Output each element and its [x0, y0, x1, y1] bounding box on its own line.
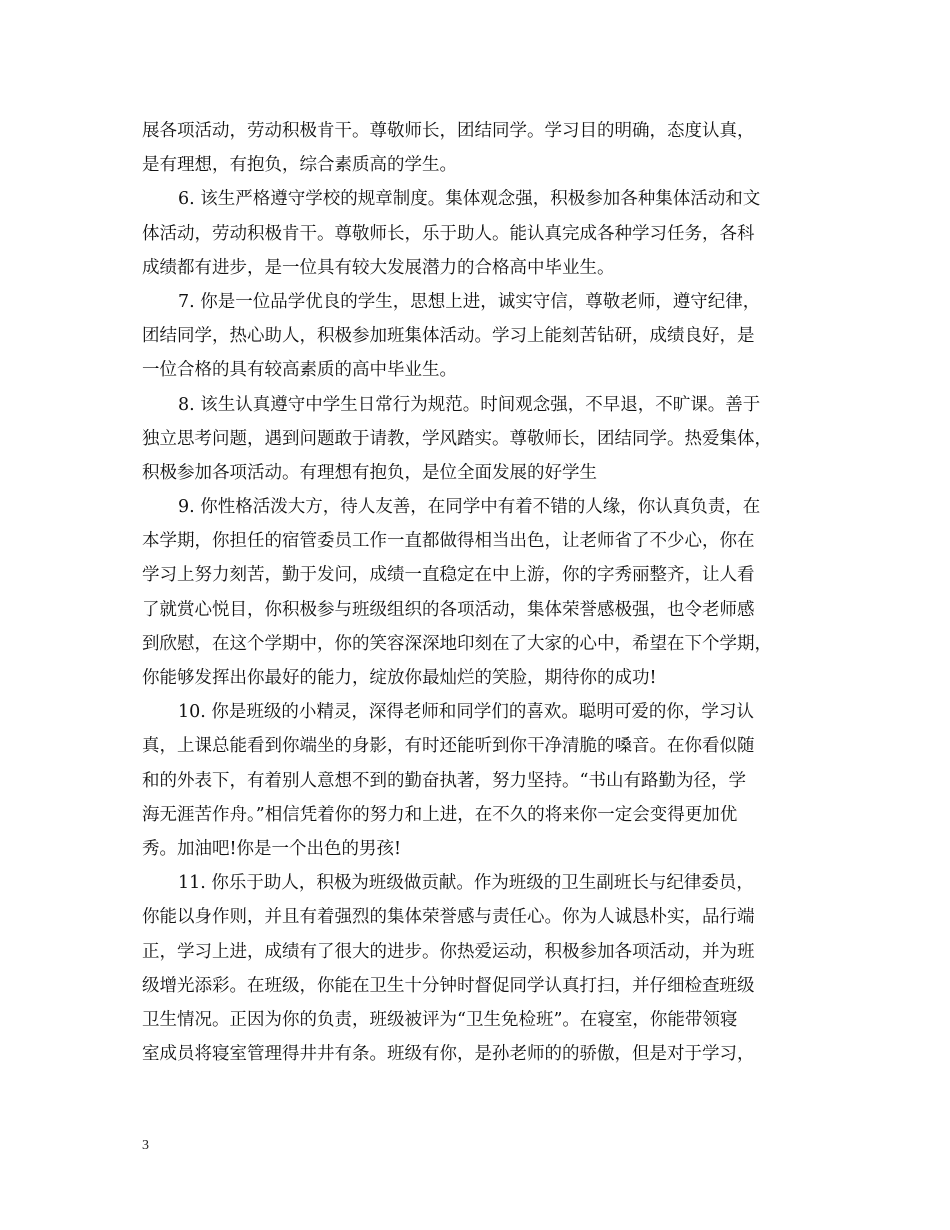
paragraph-line: 正，学习上进，成绩有了很大的进步。你热爱运动，积极参加各项活动，并为班	[142, 941, 755, 962]
paragraph-line: 了就赏心悦目，你积极参与班级组织的各项活动，集体荣誉感极强，也令老师感	[142, 599, 755, 620]
paragraph-line: 成绩都有进步，是一位具有较大发展潜力的合格高中毕业生。	[142, 257, 615, 278]
paragraph-line: 积极参加各项活动。有理想有抱负，是位全面发展的好学生	[142, 462, 597, 483]
paragraph-first-line: 7. 你是一位品学优良的学生，思想上进，诚实守信，尊敬老师，遵守纪律，	[178, 291, 761, 312]
paragraph-line: 海无涯苦作舟。”相信凭着你的努力和上进，在不久的将来你一定会变得更加优	[142, 804, 738, 825]
paragraph-first-line: 11. 你乐于助人，积极为班级做贡献。作为班级的卫生副班长与纪律委员，	[178, 873, 754, 894]
paragraph-line: 你能够发挥出你最好的能力，绽放你最灿烂的笑脸，期待你的成功!	[142, 668, 657, 688]
paragraph-line: 独立思考问题，遇到问题敢于请教，学风踏实。尊敬师长，团结同学。热爱集体，	[142, 428, 772, 449]
paragraph-first-line: 9. 你性格活泼大方，待人友善，在同学中有着不错的人缘，你认真负责，在	[178, 497, 761, 518]
paragraph-line: 到欣慰，在这个学期中，你的笑容深深地印刻在了大家的心中，希望在下个学期，	[142, 633, 772, 654]
paragraph-first-line: 10. 你是班级的小精灵，深得老师和同学们的喜欢。聪明可爱的你，学习认	[178, 702, 754, 723]
paragraph-line: 和的外表下，有着别人意想不到的勤奋执著，努力坚持。“书山有路勤为径，学	[142, 770, 746, 791]
paragraph-line: 学习上努力刻苦，勤于发问，成绩一直稳定在中上游，你的字秀丽整齐，让人看	[142, 565, 755, 586]
paragraph-line: 真，上课总能看到你端坐的身影，有时还能听到你干净清脆的嗓音。在你看似随	[142, 736, 755, 757]
paragraph-line: 秀。加油吧!你是一个出色的男孩!	[142, 838, 402, 859]
paragraph-line: 卫生情况。正因为你的负责，班级被评为“卫生免检班”。在寝室，你能带领寝	[142, 1009, 738, 1030]
paragraph-line: 你能以身作则，并且有着强烈的集体荣誉感与责任心。你为人诚恳朴实，品行端	[142, 907, 755, 928]
page-number: 3	[142, 1138, 149, 1153]
document-body	[142, 114, 822, 1071]
paragraph-line: 团结同学，热心助人，积极参加班集体活动。学习上能刻苦钻研，成绩良好，是	[142, 326, 755, 347]
paragraph-line: 是有理想，有抱负，综合素质高的学生。	[142, 155, 457, 176]
paragraph-first-line: 8. 该生认真遵守中学生日常行为规范。时间观念强，不早退，不旷课。善于	[178, 394, 761, 415]
paragraph-line: 一位合格的具有较高素质的高中毕业生。	[142, 360, 457, 381]
paragraph-line: 体活动，劳动积极肯干。尊敬师长，乐于助人。能认真完成各种学习任务，各科	[142, 223, 755, 244]
paragraph-line: 室成员将寝室管理得井井有条。班级有你，是孙老师的的骄傲，但是对于学习，	[142, 1044, 755, 1065]
paragraph-first-line: 6. 该生严格遵守学校的规章制度。集体观念强，积极参加各种集体活动和文	[178, 189, 761, 210]
paragraph-line: 本学期，你担任的宿管委员工作一直都做得相当出色，让老师省了不少心，你在	[142, 531, 755, 552]
paragraph-line: 展各项活动，劳动积极肯干。尊敬师长，团结同学。学习目的明确，态度认真，	[142, 121, 755, 141]
paragraph-line: 级增光添彩。在班级，你能在卫生十分钟时督促同学认真打扫，并仔细检查班级	[142, 975, 755, 996]
